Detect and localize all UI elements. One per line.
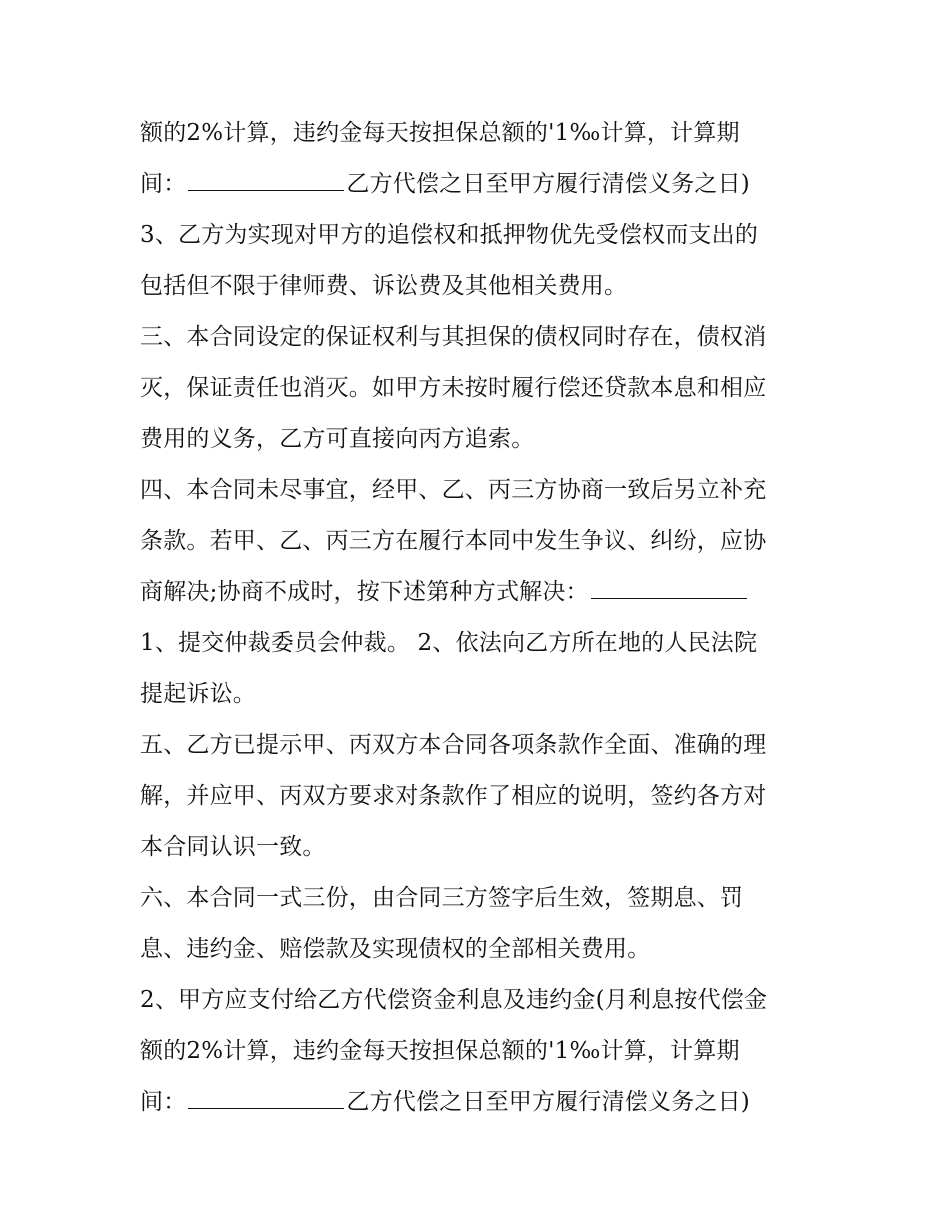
fill-in-blank: [188, 160, 344, 191]
text-line: 五、乙方已提示甲、丙双方本合同各项条款作全面、准确的理: [140, 732, 767, 758]
text-line: 提起诉讼。: [140, 681, 256, 707]
text-line: 包括但不限于律师费、诉讼费及其他相关费用。: [140, 273, 628, 299]
line-text-before-blank: 间：: [140, 1089, 187, 1115]
text-line: 六、本合同一式三份，由合同三方签字后生效，签期息、罚: [140, 885, 744, 911]
text-line: [140, 159, 820, 210]
contract-body-text: [140, 108, 820, 1128]
text-line: 费用的义务，乙方可直接向丙方追索。: [140, 426, 535, 452]
text-line: 3、乙方为实现对甲方的追偿权和抵押物优先受偿权而支出的: [140, 222, 759, 248]
text-line: 条款。若甲、乙、丙三方在履行本同中发生争议、纠纷，应协: [140, 528, 767, 554]
text-line: [140, 567, 820, 618]
text-line: 解，并应甲、丙双方要求对条款作了相应的说明，签约各方对: [140, 783, 767, 809]
text-line: 额的2%计算，违约金每天按担保总额的'1‰计算，计算期: [140, 1038, 740, 1064]
line-text-after-blank: 乙方代偿之日至甲方履行清偿义务之日): [346, 1089, 750, 1115]
line-text-after-blank: 乙方代偿之日至甲方履行清偿义务之日): [346, 171, 750, 197]
fill-in-blank: [188, 1078, 344, 1109]
text-line: 三、本合同设定的保证权利与其担保的债权同时存在，债权消: [140, 324, 767, 350]
fill-in-blank: [591, 568, 747, 599]
text-line: 2、甲方应支付给乙方代偿资金利息及违约金(月利息按代偿金: [140, 987, 768, 1013]
text-line: [140, 1077, 820, 1128]
text-line: 四、本合同未尽事宜，经甲、乙、丙三方协商一致后另立补充: [140, 477, 767, 503]
text-line: 额的2%计算，违约金每天按担保总额的'1‰计算，计算期: [140, 120, 740, 146]
text-line: 灭，保证责任也消灭。如甲方未按时履行偿还贷款本息和相应: [140, 375, 767, 401]
text-line: 1、提交仲裁委员会仲裁。 2、依法向乙方所在地的人民法院: [140, 630, 758, 656]
text-line: 息、违约金、赔偿款及实现债权的全部相关费用。: [140, 936, 651, 962]
line-text-before-blank: 商解决;协商不成时，按下述第种方式解决：: [140, 579, 589, 605]
text-line: 本合同认识一致。: [140, 834, 326, 860]
line-text-before-blank: 间：: [140, 171, 187, 197]
